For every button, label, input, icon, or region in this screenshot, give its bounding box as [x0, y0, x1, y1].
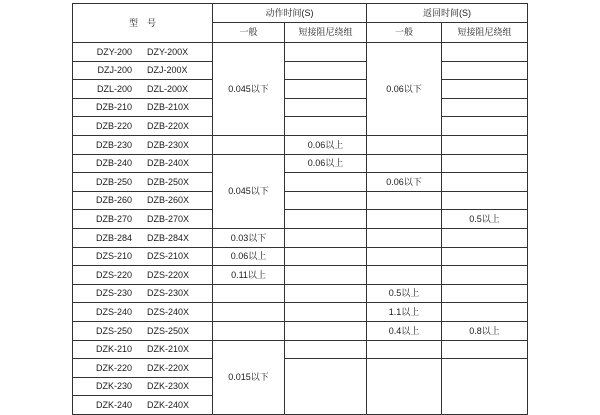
value-cell-op-damped: 0.06以上 — [285, 154, 367, 173]
table-row — [73, 154, 528, 173]
model-primary: DZS-220 — [95, 269, 132, 280]
empty-cell — [367, 340, 442, 359]
empty-cell — [442, 154, 528, 173]
model-primary: DZL-200 — [96, 83, 132, 94]
value-cell-op-damped: 0.06以上 — [285, 135, 367, 154]
empty-cell — [285, 340, 367, 359]
table-row — [73, 61, 528, 80]
empty-cell — [367, 135, 442, 154]
empty-cell — [442, 340, 528, 359]
empty-cell — [285, 321, 367, 340]
model-primary: DZK-230 — [95, 381, 132, 392]
table-row — [73, 98, 528, 117]
model-primary: DZB-270 — [95, 213, 132, 224]
table-row — [73, 303, 528, 322]
model-primary: DZS-250 — [95, 325, 132, 336]
table-row — [73, 80, 528, 99]
model-cell — [73, 247, 213, 266]
value-cell-op-general: 0.045以下 — [213, 43, 285, 136]
model-variant: DZK-230X — [146, 381, 190, 392]
model-cell — [73, 117, 213, 136]
empty-cell — [213, 303, 285, 322]
empty-cell — [367, 359, 442, 415]
value-cell-ret-general: 0.4以上 — [367, 321, 442, 340]
empty-cell — [442, 228, 528, 247]
table-row — [73, 266, 528, 285]
model-variant: DZB-220X — [146, 121, 190, 131]
model-variant: DZB-270X — [146, 213, 190, 224]
model-cell — [73, 396, 213, 415]
empty-cell — [213, 321, 285, 340]
table-row — [73, 173, 528, 192]
spec-table — [72, 3, 528, 415]
model-cell — [73, 266, 213, 285]
model-primary: DZB-284 — [95, 232, 132, 243]
model-primary: DZB-220 — [95, 121, 132, 131]
empty-cell — [213, 135, 285, 154]
table-row — [73, 247, 528, 266]
model-variant: DZS-220X — [146, 269, 190, 280]
value-cell-op-general: 0.045以下 — [213, 154, 285, 228]
empty-cell — [442, 80, 528, 99]
model-variant: DZS-210X — [146, 251, 190, 262]
value-cell-op-general: 0.03以下 — [213, 228, 285, 247]
model-variant: DZS-230X — [146, 288, 190, 299]
table-row — [73, 210, 528, 229]
header-model: 型 号 — [73, 4, 213, 43]
empty-cell — [442, 191, 528, 210]
empty-cell — [442, 117, 528, 136]
model-primary: DZS-230 — [95, 288, 132, 299]
empty-cell — [367, 191, 442, 210]
model-variant: DZB-210X — [146, 102, 190, 113]
value-cell-op-general: 0.06以上 — [213, 247, 285, 266]
model-cell — [73, 303, 213, 322]
value-cell-ret-damped: 0.5以上 — [442, 210, 528, 229]
empty-cell — [442, 135, 528, 154]
table-row — [73, 117, 528, 136]
value-cell-op-general: 0.11以上 — [213, 266, 285, 285]
model-primary: DZS-210 — [95, 251, 132, 262]
header-return-damped: 短接阻尼绕组 — [442, 23, 528, 43]
empty-cell — [367, 210, 442, 229]
model-variant: DZS-240X — [146, 306, 190, 317]
model-cell — [73, 98, 213, 117]
empty-cell — [285, 191, 367, 210]
model-primary: DZY-200 — [96, 46, 132, 57]
value-cell-ret-general: 0.5以上 — [367, 284, 442, 303]
empty-cell — [285, 117, 367, 136]
model-primary: DZK-240 — [95, 399, 132, 410]
model-primary: DZB-210 — [95, 102, 132, 113]
model-cell — [73, 359, 213, 378]
empty-cell — [285, 247, 367, 266]
empty-cell — [213, 284, 285, 303]
model-primary: DZB-260 — [95, 195, 132, 206]
empty-cell — [442, 98, 528, 117]
empty-cell — [442, 284, 528, 303]
model-cell — [73, 377, 213, 396]
header-operate-damped: 短接阻尼绕组 — [285, 23, 367, 43]
empty-cell — [285, 80, 367, 99]
model-cell — [73, 154, 213, 173]
model-primary: DZK-220 — [95, 362, 132, 373]
empty-cell — [442, 43, 528, 62]
model-variant: DZB-284X — [146, 232, 190, 243]
empty-cell — [442, 247, 528, 266]
table-row — [73, 359, 528, 378]
model-primary: DZS-240 — [95, 306, 132, 317]
empty-cell — [285, 284, 367, 303]
empty-cell — [285, 228, 367, 247]
model-cell — [73, 80, 213, 99]
model-primary: DZB-250 — [95, 176, 132, 187]
empty-cell — [285, 173, 367, 192]
model-cell — [73, 340, 213, 359]
table-row — [73, 135, 528, 154]
empty-cell — [442, 359, 528, 415]
model-cell — [73, 321, 213, 340]
header-return-general: 一般 — [367, 23, 442, 43]
empty-cell — [442, 266, 528, 285]
table-row — [73, 340, 528, 359]
empty-cell — [285, 43, 367, 62]
model-variant: DZB-230X — [146, 139, 190, 150]
empty-cell — [285, 266, 367, 285]
model-variant: DZB-240X — [146, 158, 190, 169]
model-variant: DZK-220X — [146, 362, 190, 373]
model-variant: DZB-260X — [146, 195, 190, 206]
model-primary: DZB-240 — [95, 158, 132, 169]
model-cell — [73, 228, 213, 247]
model-cell — [73, 135, 213, 154]
table-row — [73, 43, 528, 62]
header-operate-general: 一般 — [213, 23, 285, 43]
model-cell — [73, 43, 213, 62]
table-row — [73, 228, 528, 247]
model-variant: DZK-210X — [146, 344, 190, 355]
model-variant: DZS-250X — [146, 325, 190, 336]
model-cell — [73, 61, 213, 80]
value-cell-ret-general: 1.1以上 — [367, 303, 442, 322]
empty-cell — [285, 210, 367, 229]
model-variant: DZY-200X — [146, 46, 189, 57]
value-cell-ret-general: 0.06以下 — [367, 173, 442, 192]
value-cell-ret-damped: 0.8以上 — [442, 321, 528, 340]
model-variant: DZL-200X — [146, 83, 189, 94]
value-cell-ret-general: 0.06以下 — [367, 43, 442, 136]
model-cell — [73, 284, 213, 303]
empty-cell — [285, 359, 367, 415]
model-cell — [73, 210, 213, 229]
empty-cell — [367, 154, 442, 173]
model-cell — [73, 191, 213, 210]
empty-cell — [367, 228, 442, 247]
empty-cell — [367, 247, 442, 266]
header-operate-time-group: 动作时间(S) — [213, 4, 367, 23]
model-variant: DZJ-200X — [147, 65, 188, 76]
empty-cell — [367, 266, 442, 285]
empty-cell — [442, 61, 528, 80]
table-row — [73, 191, 528, 210]
value-cell-op-general: 0.015以下 — [213, 340, 285, 414]
table-row — [73, 284, 528, 303]
empty-cell — [442, 173, 528, 192]
empty-cell — [285, 98, 367, 117]
empty-cell — [285, 303, 367, 322]
model-variant: DZK-240X — [146, 399, 190, 410]
empty-cell — [442, 303, 528, 322]
table-row — [73, 321, 528, 340]
empty-cell — [285, 61, 367, 80]
model-primary: DZB-230 — [95, 139, 132, 150]
model-primary: DZK-210 — [95, 344, 132, 355]
header-return-time-group: 返回时间(S) — [367, 4, 528, 23]
model-cell — [73, 173, 213, 192]
model-primary: DZJ-200 — [97, 65, 132, 76]
model-variant: DZB-250X — [146, 176, 190, 187]
